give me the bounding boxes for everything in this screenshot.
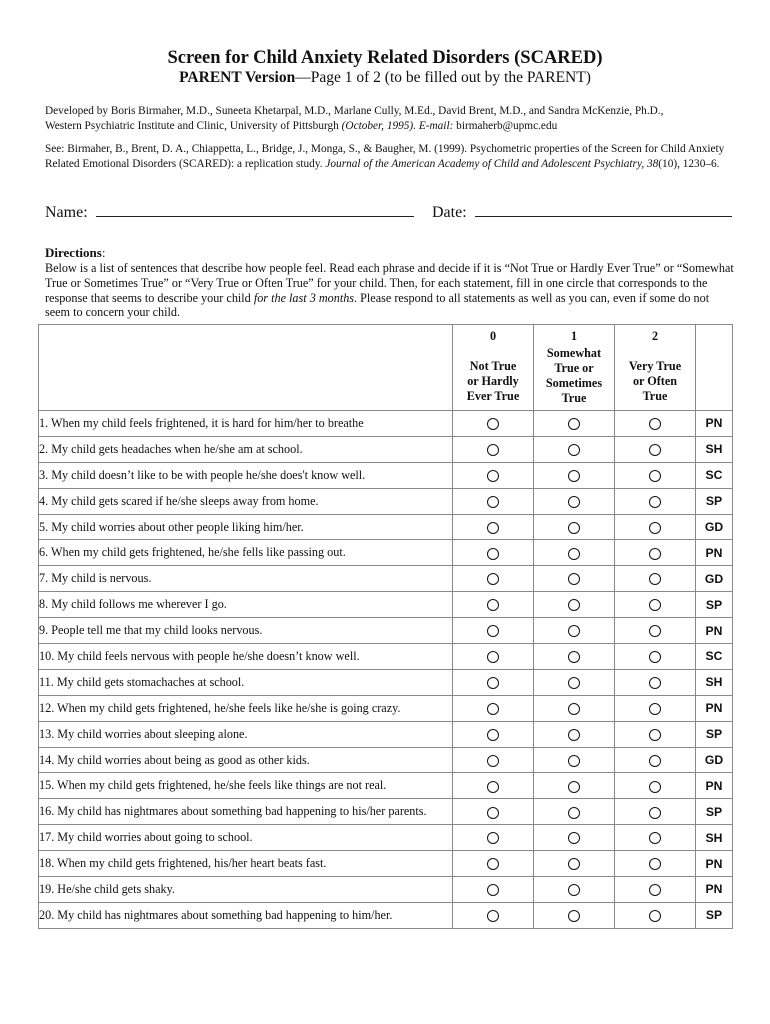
option-cell-0 [453, 488, 534, 514]
table-row [39, 618, 733, 644]
date-input-line[interactable] [475, 202, 732, 217]
statement-text: 18. When my child gets frightened, his/her heart beats fast. [39, 851, 453, 877]
response-circle-2[interactable] [649, 755, 661, 767]
response-circle-0[interactable] [487, 651, 499, 663]
option-cell-0 [453, 618, 534, 644]
statement-text: 2. My child gets headaches when he/she am at school. [39, 436, 453, 462]
scale-code: SP [696, 592, 733, 618]
response-circle-2[interactable] [649, 599, 661, 611]
response-circle-0[interactable] [487, 703, 499, 715]
option-cell-2 [615, 592, 696, 618]
response-circle-2[interactable] [649, 522, 661, 534]
option-cell-0 [453, 436, 534, 462]
option-cell-1 [534, 488, 615, 514]
option-cell-2 [615, 773, 696, 799]
name-field [45, 202, 414, 222]
table-row [39, 851, 733, 877]
statement-text: 15. When my child gets frightened, he/she feels like things are not real. [39, 773, 453, 799]
response-circle-0[interactable] [487, 522, 499, 534]
option-cell-2 [615, 695, 696, 721]
option-cell-2 [615, 644, 696, 670]
response-circle-1[interactable] [568, 755, 580, 767]
citation [45, 142, 735, 172]
option-cell-1 [534, 540, 615, 566]
response-circle-1[interactable] [568, 910, 580, 922]
scale-code: SP [696, 902, 733, 928]
response-circle-0[interactable] [487, 755, 499, 767]
response-circle-1[interactable] [568, 884, 580, 896]
option-cell-0 [453, 851, 534, 877]
option-cell-0 [453, 540, 534, 566]
credits-email: birmaherb@upmc.edu [453, 120, 558, 132]
response-circle-2[interactable] [649, 781, 661, 793]
response-circle-2[interactable] [649, 807, 661, 819]
option-cell-1 [534, 747, 615, 773]
response-circle-2[interactable] [649, 832, 661, 844]
response-circle-0[interactable] [487, 677, 499, 689]
header-option-2: 2 Very True or Often True [615, 325, 696, 411]
response-circle-2[interactable] [649, 496, 661, 508]
option-cell-2 [615, 669, 696, 695]
response-circle-0[interactable] [487, 548, 499, 560]
response-circle-1[interactable] [568, 651, 580, 663]
option-cell-0 [453, 411, 534, 437]
statement-text: 9. People tell me that my child looks nervous. [39, 618, 453, 644]
date-field [432, 202, 732, 222]
option-cell-1 [534, 411, 615, 437]
table-row [39, 566, 733, 592]
scale-code: PN [696, 411, 733, 437]
response-circle-1[interactable] [568, 444, 580, 456]
option-cell-1 [534, 436, 615, 462]
header-option-0: 0 Not True or Hardly Ever True [453, 325, 534, 411]
name-input-line[interactable] [96, 202, 414, 217]
statement-text: 8. My child follows me wherever I go. [39, 592, 453, 618]
table-row [39, 540, 733, 566]
response-circle-0[interactable] [487, 573, 499, 585]
response-circle-0[interactable] [487, 418, 499, 430]
option-cell-1 [534, 592, 615, 618]
scale-code: PN [696, 851, 733, 877]
option-cell-2 [615, 825, 696, 851]
response-circle-1[interactable] [568, 522, 580, 534]
response-circle-1[interactable] [568, 729, 580, 741]
response-circle-1[interactable] [568, 418, 580, 430]
page-info: —Page 1 of 2 (to be filled out by the PARENT) [295, 69, 591, 86]
table-row [39, 695, 733, 721]
option-cell-1 [534, 669, 615, 695]
response-circle-1[interactable] [568, 470, 580, 482]
scale-code: PN [696, 540, 733, 566]
table-row [39, 799, 733, 825]
scale-code: SC [696, 644, 733, 670]
table-row [39, 644, 733, 670]
option-cell-1 [534, 773, 615, 799]
response-circle-2[interactable] [649, 703, 661, 715]
option-cell-2 [615, 462, 696, 488]
response-circle-1[interactable] [568, 858, 580, 870]
statement-text: 4. My child gets scared if he/she sleeps away from home. [39, 488, 453, 514]
statement-text: 13. My child worries about sleeping alone. [39, 721, 453, 747]
option-cell-2 [615, 747, 696, 773]
statement-text: 12. When my child gets frightened, he/she feels like he/she is going crazy. [39, 695, 453, 721]
response-circle-2[interactable] [649, 418, 661, 430]
form-title: Screen for Child Anxiety Related Disorders (SCARED) [167, 48, 603, 68]
option-cell-1 [534, 851, 615, 877]
response-circle-0[interactable] [487, 781, 499, 793]
response-circle-2[interactable] [649, 677, 661, 689]
option-cell-2 [615, 540, 696, 566]
scale-code: PN [696, 695, 733, 721]
credits-authors: Developed by Boris Birmaher, M.D., Suneeta Khetarpal, M.D., Marlane Cully, M.Ed., David Brent, M.D., and Sandra McKenzie, Ph.D., [45, 105, 664, 117]
option-cell-0 [453, 721, 534, 747]
table-row [39, 669, 733, 695]
response-circle-0[interactable] [487, 625, 499, 637]
table-row [39, 436, 733, 462]
option-cell-1 [534, 721, 615, 747]
scale-code: PN [696, 618, 733, 644]
response-circle-1[interactable] [568, 548, 580, 560]
response-circle-0[interactable] [487, 599, 499, 611]
version-label: PARENT Version [179, 69, 296, 86]
option-cell-0 [453, 644, 534, 670]
scale-code: GD [696, 514, 733, 540]
scale-code: PN [696, 877, 733, 903]
table-row [39, 488, 733, 514]
option-cell-2 [615, 436, 696, 462]
option-cell-1 [534, 514, 615, 540]
table-row [39, 825, 733, 851]
statement-text: 1. When my child feels frightened, it is hard for him/her to breathe [39, 411, 453, 437]
response-circle-1[interactable] [568, 496, 580, 508]
statement-text: 6. When my child gets frightened, he/she fells like passing out. [39, 540, 453, 566]
table-row [39, 877, 733, 903]
response-circle-2[interactable] [649, 573, 661, 585]
response-circle-0[interactable] [487, 884, 499, 896]
scale-code: GD [696, 747, 733, 773]
scale-code: GD [696, 566, 733, 592]
table-row [39, 902, 733, 928]
response-circle-0[interactable] [487, 807, 499, 819]
table-row [39, 592, 733, 618]
credits-date: (October, 1995). E-mail: [341, 120, 454, 132]
option-cell-1 [534, 695, 615, 721]
scale-code: SC [696, 462, 733, 488]
response-circle-2[interactable] [649, 910, 661, 922]
response-circle-0[interactable] [487, 470, 499, 482]
option-cell-1 [534, 902, 615, 928]
response-circle-2[interactable] [649, 651, 661, 663]
response-circle-2[interactable] [649, 858, 661, 870]
table-row [39, 514, 733, 540]
option-cell-1 [534, 799, 615, 825]
option-cell-2 [615, 799, 696, 825]
credits-institution: Western Psychiatric Institute and Clinic, University of Pittsburgh [45, 120, 342, 132]
date-label: Date: [432, 204, 467, 221]
response-circle-1[interactable] [568, 807, 580, 819]
scale-code: SP [696, 721, 733, 747]
response-circle-2[interactable] [649, 625, 661, 637]
citation-text: See: Birmaher, B., Brent, D. A., Chiappetta, L., Bridge, J., Monga, S., & Baugher, M. (1999). Psychometric properties of the Screen for Child Anxiety Related Emotional Disorders (SCARED): a replication study. [45, 143, 725, 170]
credits [45, 104, 735, 134]
option-cell-0 [453, 825, 534, 851]
response-circle-1[interactable] [568, 677, 580, 689]
statement-text: 16. My child has nightmares about something bad happening to his/her parents. [39, 799, 453, 825]
questionnaire-table [38, 324, 733, 929]
response-circle-1[interactable] [568, 625, 580, 637]
option-cell-2 [615, 721, 696, 747]
option-cell-2 [615, 902, 696, 928]
directions-text: Below is a list of sentences that describe how people feel. Read each phrase and decide if it is “Not True or Hardly Ever True” or “Somewhat True or Sometimes True” or “Very True or Often True” for your child. Then, for each statement, fill in one circle that corresponds to the response that seems to describe your child for the last 3 months. Please respond to all statements as well as you can, even if some do not seem to concern your child. [45, 261, 734, 320]
option-cell-0 [453, 902, 534, 928]
response-circle-0[interactable] [487, 444, 499, 456]
option-cell-0 [453, 695, 534, 721]
statement-text: 14. My child worries about being as good as other kids. [39, 747, 453, 773]
scale-code: SH [696, 825, 733, 851]
header-row [39, 325, 733, 411]
table-row [39, 462, 733, 488]
header-statement [39, 325, 453, 411]
table-row [39, 747, 733, 773]
option-cell-1 [534, 644, 615, 670]
option-cell-1 [534, 566, 615, 592]
option-cell-0 [453, 669, 534, 695]
option-cell-2 [615, 566, 696, 592]
table-row [39, 721, 733, 747]
statement-text: 19. He/she child gets shaky. [39, 877, 453, 903]
response-circle-2[interactable] [649, 470, 661, 482]
option-cell-2 [615, 514, 696, 540]
response-circle-0[interactable] [487, 910, 499, 922]
response-circle-2[interactable] [649, 729, 661, 741]
response-circle-1[interactable] [568, 703, 580, 715]
response-circle-0[interactable] [487, 858, 499, 870]
statement-text: 7. My child is nervous. [39, 566, 453, 592]
scale-code: PN [696, 773, 733, 799]
name-label: Name: [45, 204, 88, 221]
option-cell-2 [615, 851, 696, 877]
option-cell-2 [615, 618, 696, 644]
response-circle-2[interactable] [649, 884, 661, 896]
statement-text: 5. My child worries about other people liking him/her. [39, 514, 453, 540]
response-circle-1[interactable] [568, 599, 580, 611]
option-cell-2 [615, 488, 696, 514]
option-cell-1 [534, 618, 615, 644]
option-cell-0 [453, 592, 534, 618]
option-cell-0 [453, 514, 534, 540]
option-cell-0 [453, 773, 534, 799]
citation-journal: Journal of the American Academy of Child and Adolescent Psychiatry, 38 [325, 158, 659, 170]
response-circle-2[interactable] [649, 548, 661, 560]
response-circle-1[interactable] [568, 781, 580, 793]
response-circle-0[interactable] [487, 832, 499, 844]
option-cell-2 [615, 411, 696, 437]
scale-code: SP [696, 799, 733, 825]
response-circle-2[interactable] [649, 444, 661, 456]
statement-text: 3. My child doesn’t like to be with people he/she does't know well. [39, 462, 453, 488]
option-cell-1 [534, 877, 615, 903]
scale-code: SP [696, 488, 733, 514]
option-cell-1 [534, 825, 615, 851]
table-row [39, 773, 733, 799]
response-circle-1[interactable] [568, 573, 580, 585]
response-circle-1[interactable] [568, 832, 580, 844]
option-cell-1 [534, 462, 615, 488]
option-cell-0 [453, 462, 534, 488]
header-code [696, 325, 733, 411]
statement-text: 11. My child gets stomachaches at school. [39, 669, 453, 695]
statement-text: 17. My child worries about going to school. [39, 825, 453, 851]
option-cell-0 [453, 566, 534, 592]
scale-code: SH [696, 669, 733, 695]
option-cell-0 [453, 799, 534, 825]
response-circle-0[interactable] [487, 496, 499, 508]
table-row [39, 411, 733, 437]
citation-pages: (10), 1230–6. [658, 158, 720, 170]
option-cell-2 [615, 877, 696, 903]
statement-text: 10. My child feels nervous with people he/she doesn’t know well. [39, 644, 453, 670]
option-cell-0 [453, 747, 534, 773]
option-cell-0 [453, 877, 534, 903]
scale-code: SH [696, 436, 733, 462]
form-subtitle [0, 69, 770, 87]
directions-heading: Directions: [45, 245, 106, 260]
response-circle-0[interactable] [487, 729, 499, 741]
statement-text: 20. My child has nightmares about something bad happening to him/her. [39, 902, 453, 928]
header-option-1: 1 Somewhat True or Sometimes True [534, 325, 615, 411]
